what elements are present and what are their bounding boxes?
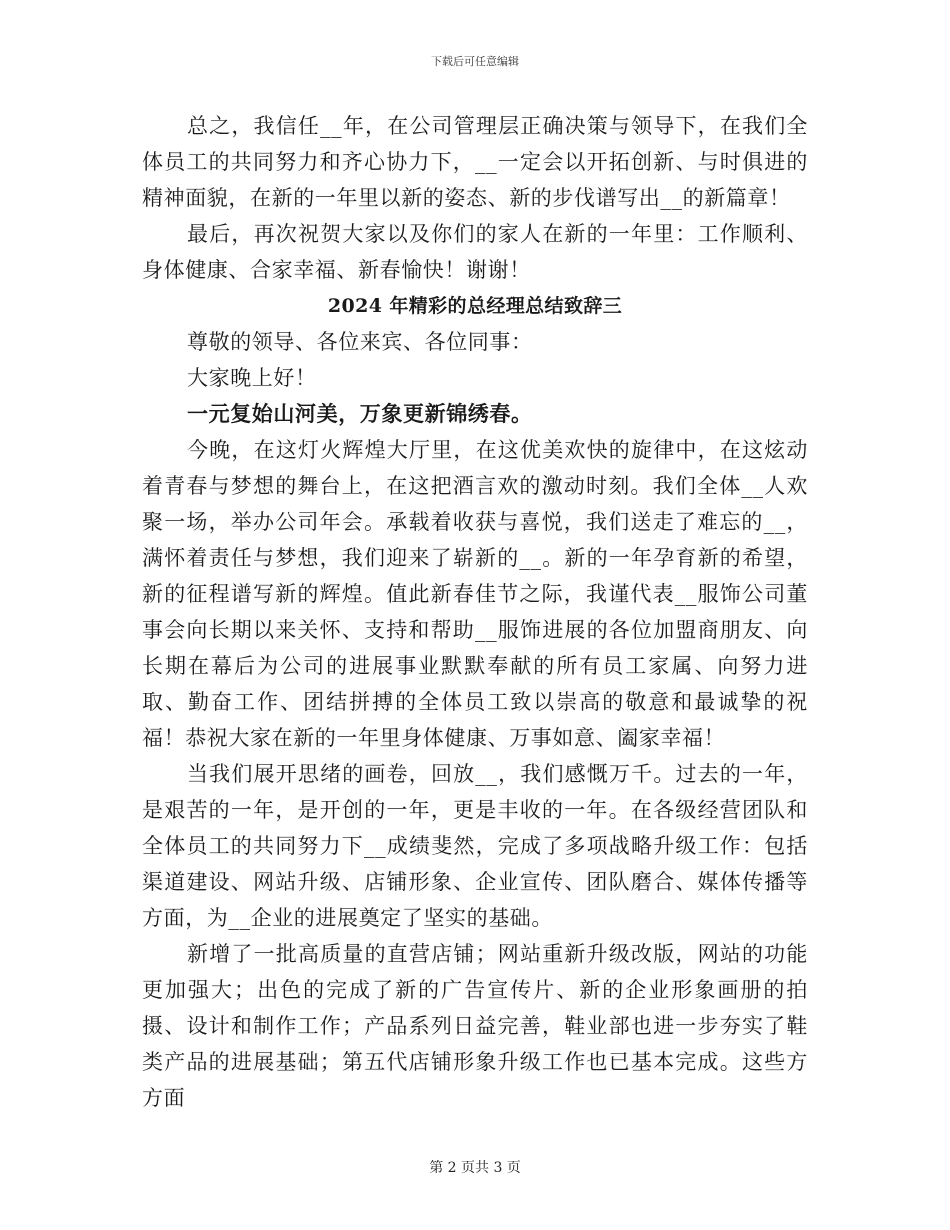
paragraph-achievements: 新增了一批高质量的直营店铺；网站重新升级改版，网站的功能更加强大；出色的完成了新的广告宣传片、新的企业形象画册的拍摄、设计和制作工作；产品系列日益完善，鞋业部也进一步夯实了鞋类产品的进展基础；第五代店铺形象升级工作也已基本完成。这些方方面	[142, 942, 808, 1110]
paragraph-closing-wishes: 最后，再次祝贺大家以及你们的家人在新的一年里：工作顺利、身体健康、合家幸福、新春愉快！谢谢！	[142, 222, 808, 282]
greeting: 大家晚上好！	[187, 366, 317, 390]
motto: 一元复始山河美，万象更新锦绣春。	[187, 401, 533, 426]
paragraph-tonight: 今晚，在这灯火辉煌大厅里，在这优美欢快的旋律中，在这炫动着青春与梦想的舞台上，在这把酒言欢的激动时刻。我们全体__人欢聚一场，举办公司年会。承载着收获与喜悦，我们送走了难忘的__，满怀着责任与梦想，我们迎来了崭新的__。新的一年孕育新的希望，新的征程谱写新的辉煌。值此新春佳节之际，我谨代表__服饰公司董事会向长期以来关怀、支持和帮助__服饰进展的各位加盟商朋友、向长期在幕后为公司的进展事业默默奉献的所有员工家属、向努力进取、勤奋工作、团结拼搏的全体员工致以崇高的敬意和最诚挚的祝福！恭祝大家在新的一年里身体健康、万事如意、阖家幸福！	[142, 438, 808, 750]
document-body	[142, 108, 808, 1116]
paragraph-review: 当我们展开思绪的画卷，回放__，我们感慨万千。过去的一年，是艰苦的一年，是开创的一年，更是丰收的一年。在各级经营团队和全体员工的共同努力下__成绩斐然，完成了多项战略升级工作：包括渠道建设、网站升级、店铺形象、企业宣传、团队磨合、媒体传播等方面，为__企业的进展奠定了坚实的基础。	[142, 762, 808, 930]
paragraph-conclusion: 总之，我信任__年，在公司管理层正确决策与领导下，在我们全体员工的共同努力和齐心协力下，__一定会以开拓创新、与时俱进的精神面貌，在新的一年里以新的姿态、新的步伐谱写出__的新篇章！	[142, 114, 808, 210]
section-title: 2024 年精彩的总经理总结致辞三	[327, 295, 623, 317]
page-footer: 第 2 页共 3 页	[429, 1160, 521, 1176]
salutation: 尊敬的领导、各位来宾、各位同事：	[187, 330, 533, 354]
page-header: 下载后可任意编辑	[431, 55, 519, 68]
